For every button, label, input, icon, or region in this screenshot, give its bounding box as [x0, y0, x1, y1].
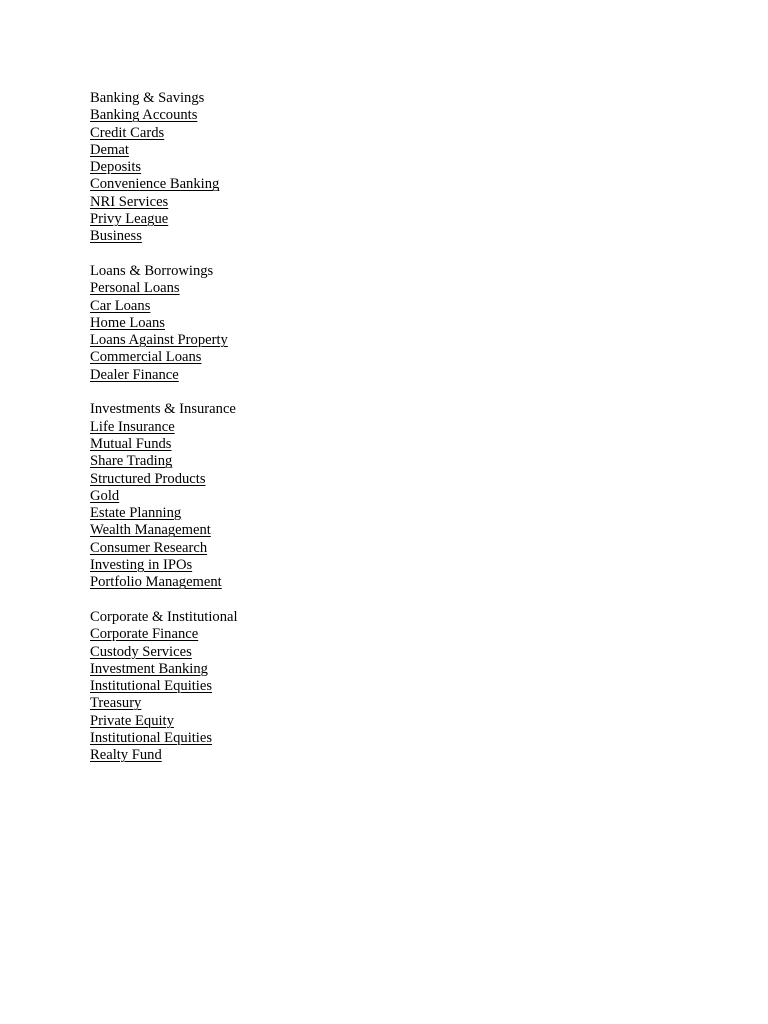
link-structured-products[interactable]: Structured Products — [90, 470, 206, 487]
section-banking-savings — [90, 90, 690, 246]
section-loans-borrowings — [90, 263, 690, 384]
section-heading: Loans & Borrowings — [90, 262, 214, 279]
link-commercial-loans[interactable]: Commercial Loans — [90, 349, 202, 366]
section-heading: Banking & Savings — [90, 90, 205, 106]
link-realty-fund[interactable]: Realty Fund — [90, 747, 162, 764]
link-corporate-finance[interactable]: Corporate Finance — [90, 626, 199, 643]
link-institutional-equities-2[interactable]: Institutional Equities — [90, 729, 213, 746]
section-corporate-institutional — [90, 609, 690, 765]
link-consumer-research[interactable]: Consumer Research — [90, 539, 208, 556]
section-investments-insurance — [90, 401, 690, 591]
link-estate-planning[interactable]: Estate Planning — [90, 505, 182, 522]
link-investing-in-ipos[interactable]: Investing in IPOs — [90, 557, 193, 574]
link-convenience-banking[interactable]: Convenience Banking — [90, 176, 220, 193]
document-page — [90, 90, 690, 765]
link-institutional-equities[interactable]: Institutional Equities — [90, 678, 213, 695]
link-credit-cards[interactable]: Credit Cards — [90, 124, 165, 141]
link-privy-league[interactable]: Privy League — [90, 211, 169, 228]
link-car-loans[interactable]: Car Loans — [90, 297, 151, 314]
link-private-equity[interactable]: Private Equity — [90, 712, 174, 729]
link-custody-services[interactable]: Custody Services — [90, 643, 192, 660]
link-business[interactable]: Business — [90, 228, 142, 245]
link-deposits[interactable]: Deposits — [90, 159, 142, 176]
link-treasury[interactable]: Treasury — [90, 695, 142, 712]
link-portfolio-management[interactable]: Portfolio Management — [90, 574, 222, 591]
link-share-trading[interactable]: Share Trading — [90, 453, 173, 470]
link-gold[interactable]: Gold — [90, 487, 120, 504]
section-heading: Corporate & Institutional — [90, 608, 238, 625]
link-nri-services[interactable]: NRI Services — [90, 193, 169, 210]
link-wealth-management[interactable]: Wealth Management — [90, 522, 211, 539]
link-demat[interactable]: Demat — [90, 141, 129, 158]
link-life-insurance[interactable]: Life Insurance — [90, 418, 175, 435]
link-mutual-funds[interactable]: Mutual Funds — [90, 435, 172, 452]
link-investment-banking[interactable]: Investment Banking — [90, 660, 208, 677]
link-banking-accounts[interactable]: Banking Accounts — [90, 107, 198, 124]
section-heading: Investments & Insurance — [90, 401, 236, 418]
link-personal-loans[interactable]: Personal Loans — [90, 280, 180, 297]
link-dealer-finance[interactable]: Dealer Finance — [90, 366, 179, 383]
link-loans-against-property[interactable]: Loans Against Property — [90, 332, 228, 349]
link-home-loans[interactable]: Home Loans — [90, 314, 165, 331]
